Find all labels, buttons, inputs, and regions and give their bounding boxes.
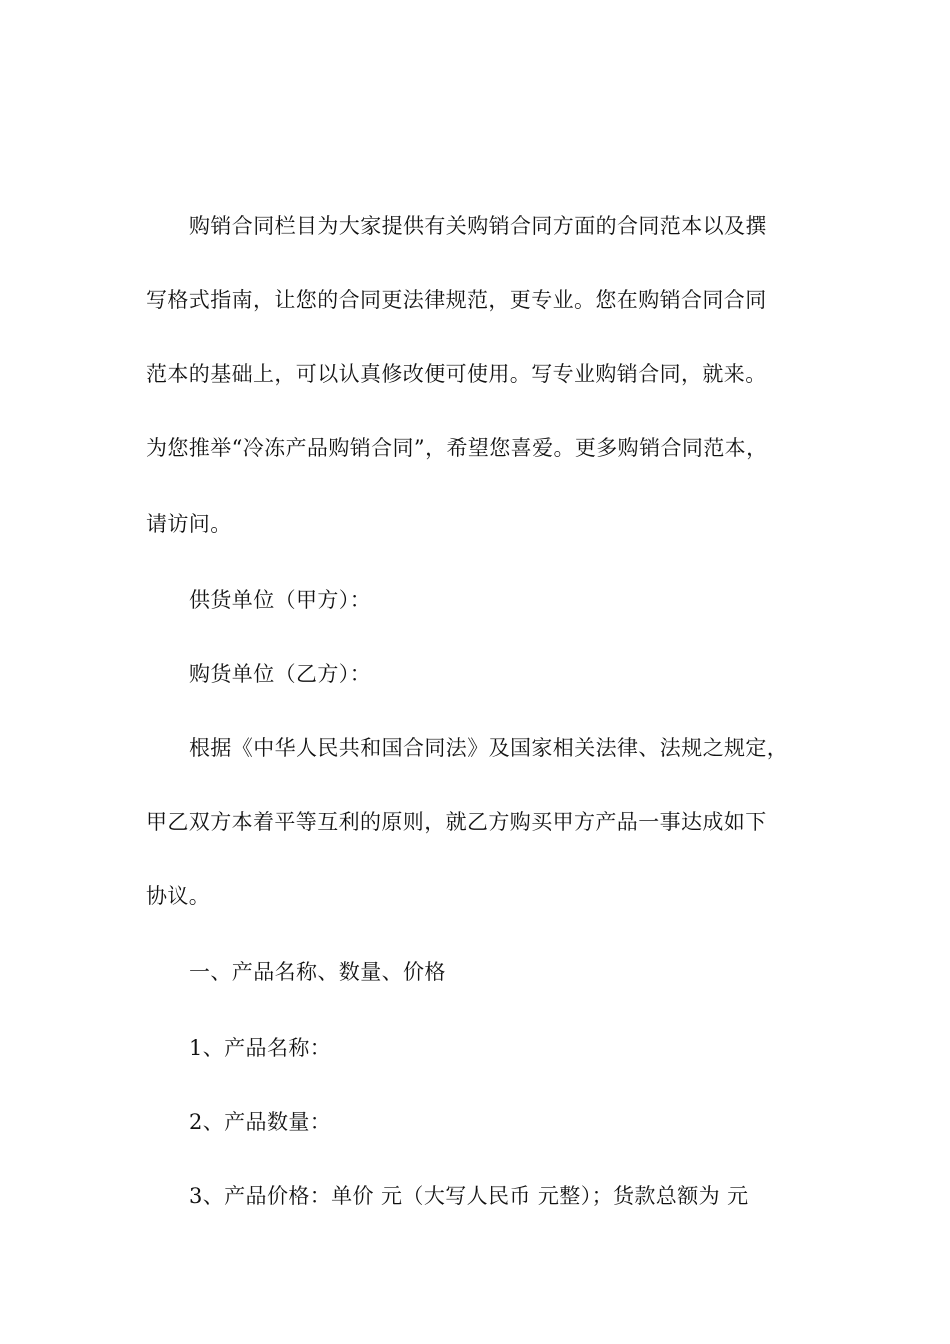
basis-paragraph-line-2: 甲乙双方本着平等互利的原则，就乙方购买甲方产品一事达成如下 [146, 810, 767, 834]
basis-paragraph-line-1: 根据《中华人民共和国合同法》及国家相关法律、法规之规定， [189, 736, 789, 760]
intro-paragraph-line-4: 为您推举“冷冻产品购销合同”，希望您喜爱。更多购销合同范本， [146, 436, 768, 460]
purchaser-label: 购货单位（乙方）： [189, 662, 372, 686]
supplier-label: 供货单位（甲方）： [189, 588, 372, 612]
intro-paragraph-line-3: 范本的基础上，可以认真修改便可使用。写专业购销合同，就来。 [146, 362, 767, 386]
intro-paragraph-line-2: 写格式指南，让您的合同更法律规范，更专业。您在购销合同合同 [146, 288, 767, 312]
product-price-item: 3、产品价格：单价 元（大写人民币 元整）；货款总额为 元 [189, 1184, 749, 1208]
intro-paragraph-line-1: 购销合同栏目为大家提供有关购销合同方面的合同范本以及撰 [189, 214, 767, 238]
product-quantity-item: 2、产品数量： [189, 1110, 332, 1134]
basis-paragraph-line-3: 协议。 [146, 884, 211, 908]
product-name-item: 1、产品名称： [189, 1036, 332, 1060]
section-heading: 一、产品名称、数量、价格 [189, 960, 446, 984]
intro-paragraph-line-5: 请访问。 [146, 512, 232, 536]
